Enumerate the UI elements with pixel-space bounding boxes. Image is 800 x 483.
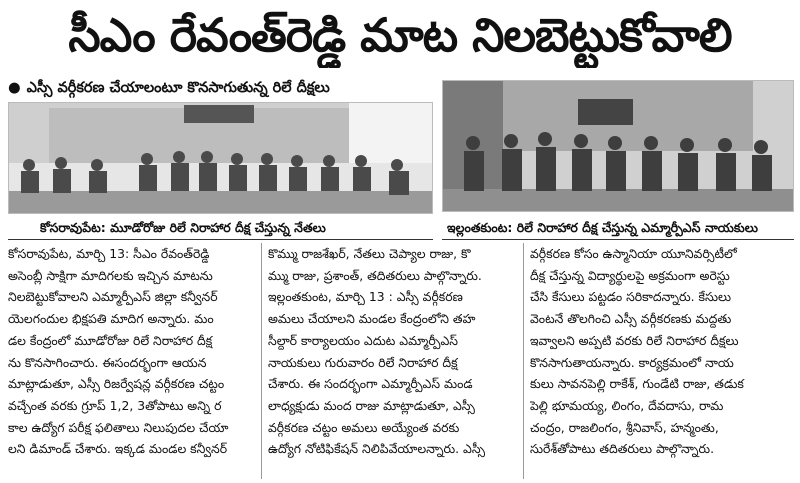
text-line: యెలగందుల భిక్షపతి మాదిగ అన్నారు. మం (8, 311, 214, 327)
photo-kosaraopeta-protest (8, 102, 433, 214)
text-line: ఉద్యోగ నోటిఫికేషన్‌ నిలిపివేయాలన్నారు. ఎస్సీ (268, 441, 486, 457)
text-line: దీక్ష చేస్తున్న విద్యార్థులపై అక్రమంగా అరెస్టు (530, 267, 730, 283)
subheadline (8, 76, 433, 100)
text-line: ను కొనసాగించారు. ఈసందర్భంగా ఆయన (8, 354, 207, 370)
subheadline-text: ఎస్సీ వర్గీకరణ చేయాలంటూ కొనసాగుతున్న రిలే దీక్షలు (26, 80, 330, 96)
text-line: సీల్దార్‌ కార్యాలయం ఎదుట ఎమ్మార్పీఎస్‌ (268, 332, 458, 348)
article-column-1 (8, 243, 256, 481)
photo-illanthakunta-protest (442, 80, 794, 212)
text-line: కులు సావనపెల్లి రాకేశ్‌, గుండేటి రాజు, తడుక (530, 376, 744, 392)
text-line: కొనసాగుతాయన్నారు. కార్యక్రమంలో నాయ (530, 354, 734, 370)
headline: సీఎం రేవంత్‌రెడ్డి మాట నిలబెట్టుకోవాలి (68, 8, 732, 62)
text-line: లని డిమాండ్‌ చేశారు. ఇక్కడ మండల కన్వీనర్‌ (8, 441, 228, 457)
text-line: వర్గీకరణ కోసం ఉస్మానియా యూనివర్సిటీలో (530, 246, 737, 261)
text-line: చంద్రం, రాజలింగం, శ్రీనివాస్‌, హన్మంతు, (530, 419, 719, 435)
text-line: నిలబెట్టుకోవాలని ఎమ్మార్పీఎస్‌ జిల్లా కన్వీనర్‌ (8, 289, 218, 305)
text-line: సురేశ్‌తోపాటు తదితరులు పాల్గొన్నారు. (530, 441, 715, 457)
text-line: చేశారు. ఈ సందర్భంగా ఎమ్మార్పీఎస్‌ మండ (268, 376, 473, 392)
column-divider (261, 243, 262, 479)
article-column-3 (530, 243, 792, 481)
text-line: కోసరావుపేట, మార్చి 13: సీఎం రేవంత్‌రెడ్డి (8, 246, 210, 261)
text-line: కాల ఉద్యోగ పరీక్ష ఫలితాలు నిలుపుదల చేయా (8, 419, 229, 435)
photo-illanthakunta-image (443, 81, 794, 212)
text-line: డల కేంద్రంలో మూడోరోజు రిలే నిరాహార దీక్ష (8, 332, 213, 348)
text-line: వెంటనే తొలగించి ఎస్సీ వర్గీకరణకు మద్దతు (530, 311, 732, 327)
text-line: అమలు చేయాలని మండల కేంద్రంలోని తహ (268, 311, 476, 327)
text-line: లాధ్యక్షుడు మంద రాజు మాట్లాడుతూ, ఎస్సీ (268, 397, 475, 413)
column-divider (523, 243, 524, 479)
text-line: మ్ము రాజు, ప్రశాంత్‌, తదితరులు పాల్గొన్నారు. (268, 267, 482, 283)
photo-caption-left: కోసరావుపేట: మూడోరోజు రిలే నిరాహార దీక్ష చేస్తున్న నేతలు (40, 220, 326, 235)
text-line: పెల్లి భూమయ్య, లింగం, దేవదాసు, రామ (530, 397, 724, 413)
photo-kosaraopeta-image (9, 103, 433, 214)
article-column-2 (268, 243, 516, 481)
text-line: నాయకులు గురువారం రిలే నిరాహార దీక్ష (268, 354, 458, 370)
text-line: ఇవ్వాలని అప్పటి వరకు రిలే నిరాహార దీక్షలు (530, 332, 739, 348)
text-line: అసెంబ్లీ సాక్షిగా మాదిగలకు ఇచ్చిన మాటను (8, 267, 213, 283)
photo-caption-right: ఇల్లంతకుంట: రిలే నిరాహార దీక్ష చేస్తున్న ఎమ్మార్పీఎస్‌ నాయకులు (447, 220, 758, 235)
bullet-icon: ● (8, 80, 21, 96)
text-line: వర్గీకరణ చట్టం అమలు అయ్యేంత వరకు (268, 419, 460, 435)
text-line: ఇల్లంతకుంట, మార్చి 13 : ఎస్సీ వర్గీకరణ (268, 289, 463, 305)
caption-divider-right (442, 239, 794, 240)
text-line: చేసి కేసులు పట్టడం సరికాదన్నారు. కేసులు (530, 289, 732, 305)
caption-divider-left (8, 239, 433, 240)
text-line: కొమ్ము రాజశేఖర్‌, నేతలు చెప్యాల రాజు, కొ (268, 246, 471, 261)
text-line: వచ్చేంత వరకు గ్రూప్‌ 1,2, 3తోపాటు అన్ని ర (8, 397, 222, 413)
text-line: మాట్లాడుతూ, ఎస్సీ రిజర్వేషన్ల వర్గీకరణ చట్టం (8, 376, 225, 392)
